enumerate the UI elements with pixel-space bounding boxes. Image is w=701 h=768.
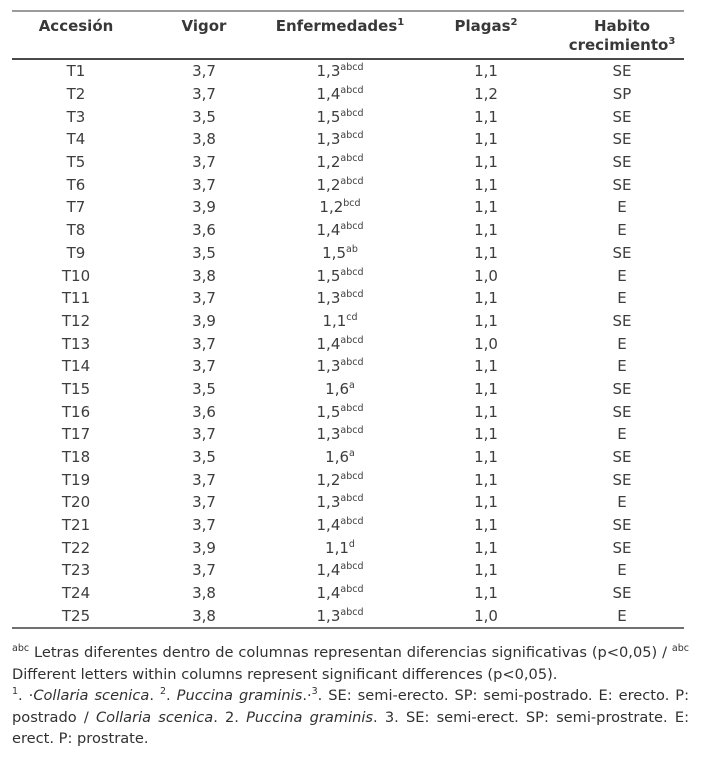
footnote-text: . 2. — [213, 708, 247, 726]
table-row — [12, 400, 684, 423]
vigor-cell: 3,7 — [192, 357, 216, 376]
column-header-plagas: Plagas$^2$ — [454, 17, 518, 35]
footnote-text: . SE: semi-erecto. SP: semi-postrado. E: erecto. P: postrado / — [12, 687, 690, 726]
habito-cell: E — [617, 221, 627, 240]
significance-letters: abcd — [340, 85, 364, 97]
habito-cell: E — [617, 266, 627, 285]
plagas-cell: 1,1 — [474, 311, 498, 330]
vigor-cell: 3,9 — [192, 198, 216, 217]
table-row — [12, 219, 684, 242]
plagas-cell: 1,1 — [474, 198, 498, 217]
table-row — [12, 59, 684, 83]
table-row — [12, 355, 684, 378]
habito-cell: E — [617, 606, 627, 625]
significance-letters: abcd — [340, 470, 364, 482]
significance-letters: a — [349, 448, 355, 460]
plagas-cell: 1,1 — [474, 516, 498, 535]
vigor-cell: 3,6 — [192, 221, 216, 240]
accession-cell: T9 — [66, 243, 86, 262]
enfermedades-cell: $1,4^{abcd}$ — [316, 561, 364, 580]
enfermedades-cell: $1,4^{abcd}$ — [316, 516, 364, 535]
significance-letters: abcd — [340, 425, 364, 437]
habito-cell: E — [617, 561, 627, 580]
vigor-cell: 3,5 — [192, 243, 216, 262]
significance-letters: abcd — [340, 606, 364, 618]
table-row — [12, 605, 684, 629]
significance-letters: abcd — [340, 175, 364, 187]
footnote-text: . · — [18, 687, 34, 705]
accession-cell: T12 — [61, 311, 91, 330]
column-header-enfermedades: Enfermedades$^1$ — [275, 17, 405, 35]
enfermedades-cell: $1,2^{abcd}$ — [316, 470, 364, 489]
significance-letters: cd — [346, 311, 358, 323]
vigor-cell: 3,9 — [192, 538, 216, 557]
footnote-text: Letras diferentes dentro de columnas representan diferencias significativas (p<0,05) / — [29, 644, 672, 662]
habito-cell: E — [617, 289, 627, 308]
enfermedades-cell: $1,4^{abcd}$ — [316, 85, 364, 104]
vigor-cell: 3,9 — [192, 311, 216, 330]
enfermedades-cell: $1,3^{abcd}$ — [316, 425, 364, 444]
enfermedades-cell: 1,2$^{bcd}$ — [319, 198, 361, 217]
column-header-vigor: Vigor — [181, 17, 227, 35]
vigor-cell: 3,8 — [192, 584, 216, 603]
table-row — [12, 196, 684, 219]
column-header-accesión: Accesión — [38, 17, 114, 35]
accession-cell: T3 — [66, 107, 86, 126]
plagas-cell: 1,2 — [474, 85, 498, 104]
habito-cell: E — [617, 425, 627, 444]
table-row — [12, 536, 684, 559]
accession-cell: T24 — [61, 584, 91, 603]
plagas-cell: 1,1 — [474, 289, 498, 308]
vigor-cell: 3,7 — [192, 153, 216, 172]
vigor-cell: 3,7 — [192, 561, 216, 580]
enfermedades-cell: $1,3^{abcd}$ — [316, 493, 364, 512]
column-header-superscript: 2 — [510, 17, 518, 28]
table-row — [12, 310, 684, 333]
footnote-superscript: abc — [671, 643, 689, 655]
table-row — [12, 151, 684, 174]
vigor-cell: 3,8 — [192, 130, 216, 149]
vigor-cell: 3,7 — [192, 470, 216, 489]
plagas-cell: 1,1 — [474, 357, 498, 376]
table-row — [12, 468, 684, 491]
enfermedades-cell: $1,3^{abcd}$ — [316, 62, 364, 81]
vigor-cell: 3,7 — [192, 493, 216, 512]
plagas-cell: 1,1 — [474, 470, 498, 489]
significance-letters: a — [349, 379, 355, 391]
significance-letters: abcd — [340, 221, 364, 233]
table-row — [12, 287, 684, 310]
plagas-cell: 1,1 — [474, 221, 498, 240]
significance-letters: abcd — [340, 107, 364, 119]
species-name: Collaria scenica — [95, 708, 214, 726]
habito-cell: SE — [612, 538, 632, 557]
habito-cell: SE — [612, 243, 632, 262]
habito-cell: E — [617, 334, 627, 353]
significance-letters: abcd — [340, 289, 364, 301]
table-header — [12, 11, 684, 59]
table-row — [12, 173, 684, 196]
accession-cell: T11 — [61, 289, 91, 308]
vigor-cell: 3,7 — [192, 425, 216, 444]
footnote-superscript: 3 — [311, 686, 318, 698]
significance-letters: abcd — [340, 130, 364, 142]
habito-cell: SE — [612, 153, 632, 172]
plagas-cell: 1,0 — [474, 334, 498, 353]
habito-cell: SE — [612, 516, 632, 535]
table-row — [12, 128, 684, 151]
footnote-text: .· — [302, 687, 312, 705]
vigor-cell: 3,7 — [192, 85, 216, 104]
species-name: Puccina graminis — [176, 687, 303, 705]
vigor-cell: 3,8 — [192, 266, 216, 285]
habito-cell: SE — [612, 379, 632, 398]
accession-cell: T18 — [61, 448, 91, 467]
habito-cell: SE — [612, 584, 632, 603]
plagas-cell: 1,1 — [474, 153, 498, 172]
table-row — [12, 264, 684, 287]
habito-cell: E — [617, 198, 627, 217]
accession-cell: T8 — [66, 221, 86, 240]
plagas-cell: 1,1 — [474, 175, 498, 194]
significance-letters: abcd — [340, 334, 364, 346]
habito-cell: E — [617, 493, 627, 512]
table-row — [12, 514, 684, 537]
plagas-cell: 1,0 — [474, 606, 498, 625]
plagas-cell: 1,1 — [474, 130, 498, 149]
enfermedades-cell: 1,6$^a$ — [325, 448, 355, 467]
table-row — [12, 242, 684, 265]
accession-cell: T4 — [66, 130, 86, 149]
table-row — [12, 83, 684, 106]
accession-cell: T25 — [61, 606, 91, 625]
significance-letters: abcd — [340, 561, 364, 573]
table-row — [12, 105, 684, 128]
plagas-cell: 1,1 — [474, 584, 498, 603]
vigor-cell: 3,6 — [192, 402, 216, 421]
accession-cell: T19 — [61, 470, 91, 489]
significance-letters: abcd — [340, 584, 364, 596]
significance-letters: abcd — [340, 402, 364, 414]
accession-cell: T13 — [61, 334, 91, 353]
significance-letters: bcd — [343, 198, 361, 210]
accession-cell: T21 — [61, 516, 91, 535]
plagas-cell: 1,1 — [474, 243, 498, 262]
accessions-evaluation-table — [12, 10, 684, 629]
table-row — [12, 446, 684, 469]
column-header-superscript: 1 — [397, 17, 405, 28]
footnote-text: . — [166, 687, 177, 705]
vigor-cell: 3,7 — [192, 334, 216, 353]
habito-cell: E — [617, 357, 627, 376]
table-row — [12, 332, 684, 355]
accession-cell: T20 — [61, 493, 91, 512]
enfermedades-cell: 1,1$^{cd}$ — [322, 311, 358, 330]
enfermedades-cell: $1,2^{abcd}$ — [316, 175, 364, 194]
enfermedades-cell: 1,1$^d$ — [325, 538, 355, 557]
table-body — [12, 59, 684, 628]
enfermedades-cell: $1,3^{abcd}$ — [316, 357, 364, 376]
table-row — [12, 423, 684, 446]
enfermedades-cell: $1,5^{abcd}$ — [316, 107, 364, 126]
table-row — [12, 559, 684, 582]
table-header-row — [12, 11, 684, 59]
species-name: Collaria scenica — [33, 687, 150, 705]
accession-cell: T10 — [61, 266, 91, 285]
footnote-text: Different letters within columns represent significant differences (p<0,05). — [12, 665, 558, 683]
footnote-text: . 3. SE: semi-erect. SP: semi-prostrate. E: erect. P: prostrate. — [12, 708, 689, 748]
accession-cell: T2 — [66, 85, 86, 104]
accession-cell: T14 — [61, 357, 91, 376]
enfermedades-cell: $1,3^{abcd}$ — [316, 606, 364, 625]
enfermedades-cell: 1,6$^a$ — [325, 379, 355, 398]
significance-letters: abcd — [340, 493, 364, 505]
significance-letters: abcd — [340, 357, 364, 369]
significance-letters: abcd — [340, 266, 364, 278]
habito-cell: SE — [612, 130, 632, 149]
accession-cell: T16 — [61, 402, 91, 421]
footnote-significance — [12, 642, 689, 685]
vigor-cell: 3,8 — [192, 606, 216, 625]
plagas-cell: 1,1 — [474, 561, 498, 580]
enfermedades-cell: $1,5^{abcd}$ — [316, 266, 364, 285]
column-header-habito-crecimiento: Habito crecimiento$^3$ — [568, 17, 676, 54]
table-footnotes — [12, 642, 689, 750]
species-name: Puccina graminis — [246, 708, 374, 726]
plagas-cell: 1,1 — [474, 379, 498, 398]
footnote-text: . — [149, 687, 160, 705]
habito-cell: SE — [612, 175, 632, 194]
vigor-cell: 3,7 — [192, 289, 216, 308]
footnote-superscript: 1 — [12, 686, 19, 698]
table-row — [12, 582, 684, 605]
accession-cell: T5 — [66, 153, 86, 172]
table-row — [12, 491, 684, 514]
vigor-cell: 3,7 — [192, 175, 216, 194]
vigor-cell: 3,7 — [192, 62, 216, 81]
habito-cell: SE — [612, 470, 632, 489]
plagas-cell: 1,1 — [474, 448, 498, 467]
accession-cell: T7 — [66, 198, 86, 217]
footnote-superscript: abc — [12, 643, 30, 655]
enfermedades-cell: $1,2^{abcd}$ — [316, 153, 364, 172]
footnote-abbreviations — [12, 685, 689, 750]
enfermedades-cell: $1,3^{abcd}$ — [316, 130, 364, 149]
enfermedades-cell: $1,5^{abcd}$ — [316, 402, 364, 421]
significance-letters: d — [348, 538, 355, 550]
significance-letters: ab — [346, 243, 358, 255]
habito-cell: SE — [612, 62, 632, 81]
results-table-container — [12, 10, 684, 629]
habito-cell: SE — [612, 448, 632, 467]
vigor-cell: 3,7 — [192, 516, 216, 535]
footnote-superscript: 2 — [159, 686, 167, 698]
vigor-cell: 3,5 — [192, 448, 216, 467]
significance-letters: abcd — [340, 516, 364, 528]
accession-cell: T23 — [61, 561, 91, 580]
plagas-cell: 1,1 — [474, 62, 498, 81]
vigor-cell: 3,5 — [192, 107, 216, 126]
habito-cell: SE — [612, 311, 632, 330]
plagas-cell: 1,1 — [474, 425, 498, 444]
table-row — [12, 378, 684, 401]
habito-cell: SP — [612, 85, 632, 104]
plagas-cell: 1,1 — [474, 493, 498, 512]
accession-cell: T15 — [61, 379, 91, 398]
plagas-cell: 1,1 — [474, 402, 498, 421]
enfermedades-cell: $1,4^{abcd}$ — [316, 334, 364, 353]
significance-letters: abcd — [340, 153, 364, 165]
column-header-superscript: 3 — [668, 36, 676, 47]
habito-cell: SE — [612, 402, 632, 421]
plagas-cell: 1,0 — [474, 266, 498, 285]
habito-cell: SE — [612, 107, 632, 126]
plagas-cell: 1,1 — [474, 538, 498, 557]
accession-cell: T17 — [61, 425, 91, 444]
enfermedades-cell: 1,5$^{ab}$ — [322, 243, 358, 262]
vigor-cell: 3,5 — [192, 379, 216, 398]
enfermedades-cell: $1,3^{abcd}$ — [316, 289, 364, 308]
enfermedades-cell: $1,4^{abcd}$ — [316, 584, 364, 603]
accession-cell: T22 — [61, 538, 91, 557]
plagas-cell: 1,1 — [474, 107, 498, 126]
significance-letters: abcd — [340, 62, 364, 74]
accession-cell: T1 — [66, 62, 86, 81]
accession-cell: T6 — [66, 175, 86, 194]
enfermedades-cell: $1,4^{abcd}$ — [316, 221, 364, 240]
